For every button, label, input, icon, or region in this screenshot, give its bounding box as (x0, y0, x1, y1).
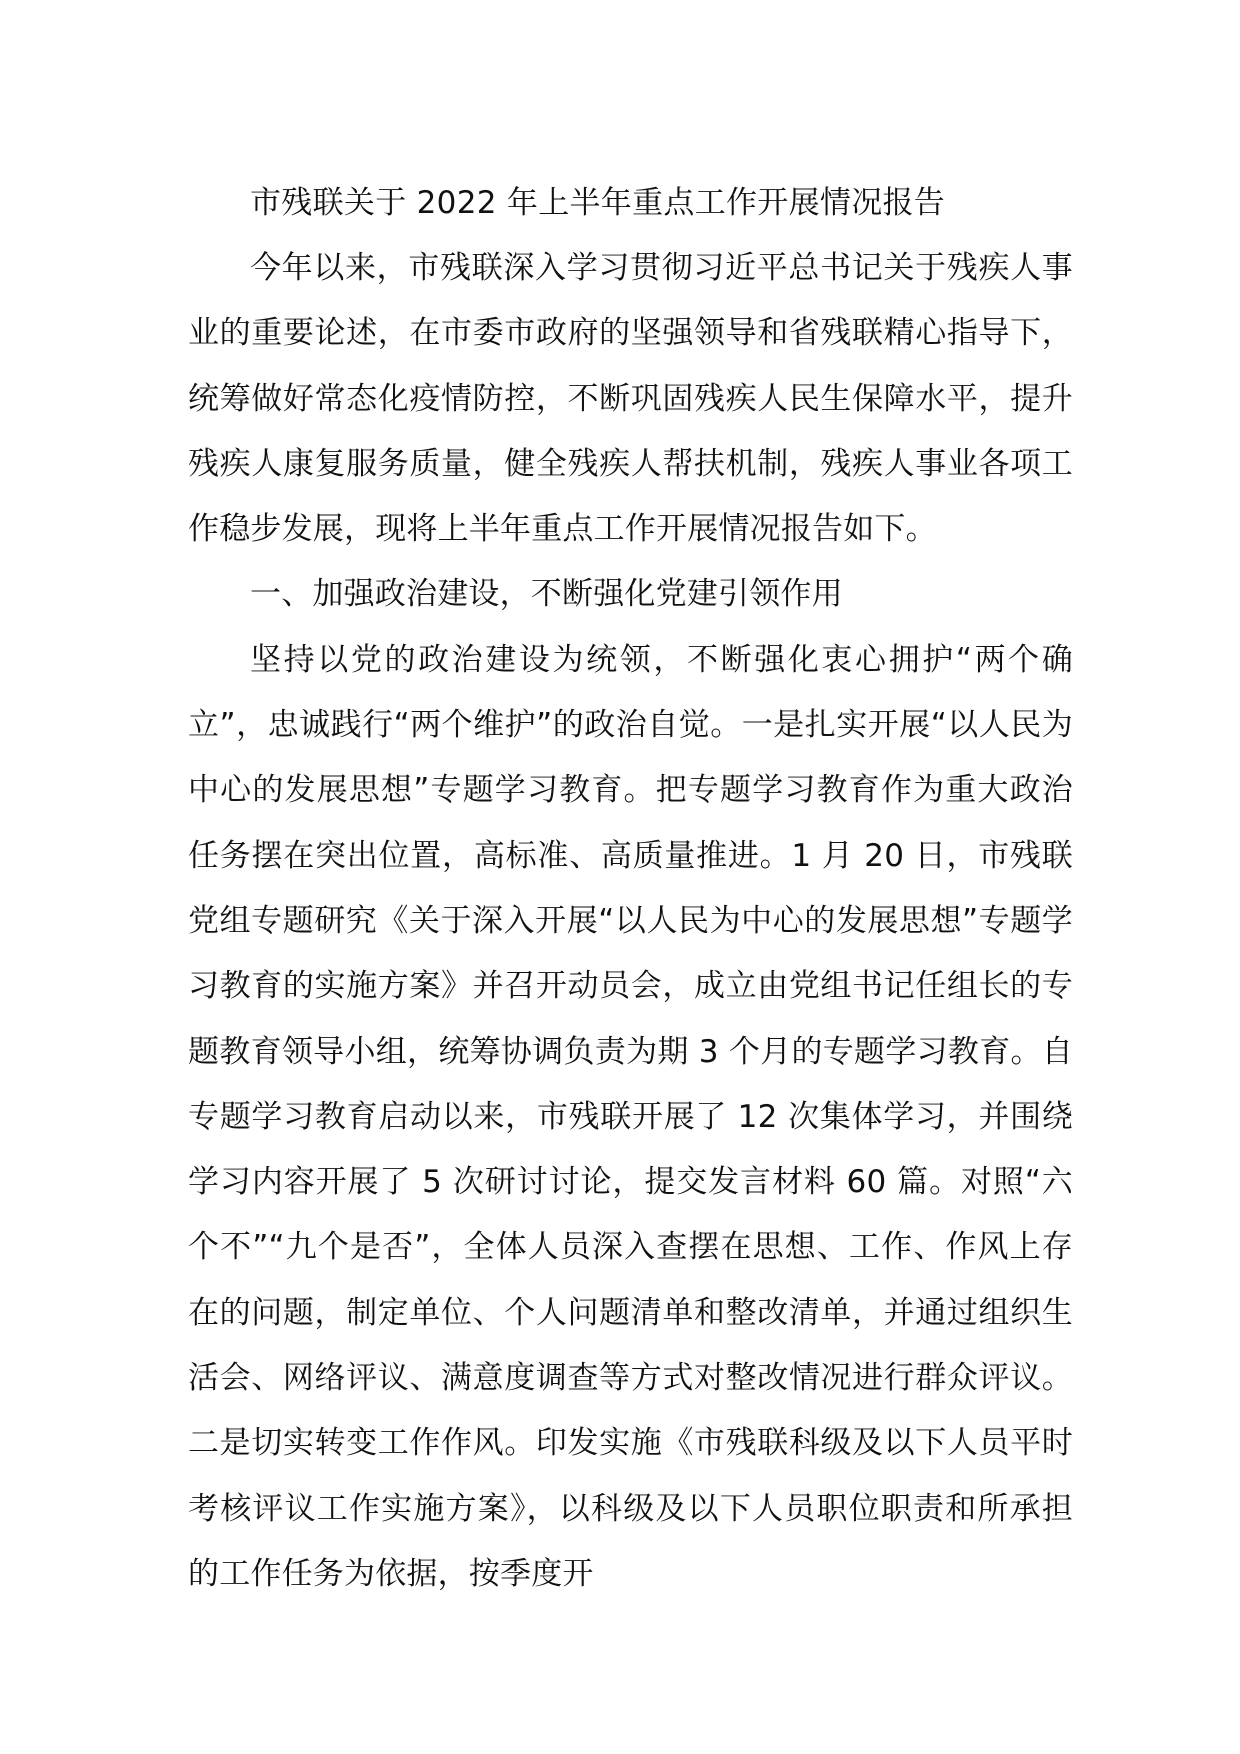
section-heading: 一、加强政治建设，不断强化党建引领作用 (250, 576, 843, 613)
document-title: 市残联关于 2022 年上半年重点工作开展情况报告 (250, 185, 946, 221)
intro-paragraph: 今年以来，市残联深入学习贯彻习近平总书记关于残疾人事业的重要论述，在市委市政府的坚强领导和省残联精心指导下，统筹做好常态化疫情防控，不断巩固残疾人民生保障水平，提升残疾人康复服务质量，健全残疾人帮扶机制，残疾人事业各项工作稳步发展，现将上半年重点工作开展情况报告如下。 (188, 250, 1073, 548)
section-body-paragraph: 坚持以党的政治建设为统领，不断强化衷心拥护“两个确立”，忠诚践行“两个维护”的政治自觉。一是扎实开展“以人民为中心的发展思想”专题学习教育。把专题学习教育作为重大政治任务摆在突出位置，高标准、高质量推进。1 月 20 日，市残联党组专题研究《关于深入开展“以人民为中心的发展思想”专题学习教育的实施方案》并召开动员会，成立由党组书记任组长的专题教育领导小组，统筹协调负责为期 3 个月的专题学习教育。自专题学习教育启动以来，市残联开展了 12 次集体学习，并围绕学习内容开展了 5 次研讨讨论，提交发言材料 60 篇。对照“六个不”“九个是否”，全体人员深入查摆在思想、工作、作风上存在的问题，制定单位、个人问题清单和整改清单，并通过组织生活会、网络评议、满意度调查等方式对整改情况进行群众评议。二是切实转变工作作风。印发实施《市残联科级及以下人员平时考核评议工作实施方案》，以科级及以下人员职位职责和所承担的工作任务为依据，按季度开 (188, 641, 1073, 1592)
document-page (188, 170, 1073, 1607)
